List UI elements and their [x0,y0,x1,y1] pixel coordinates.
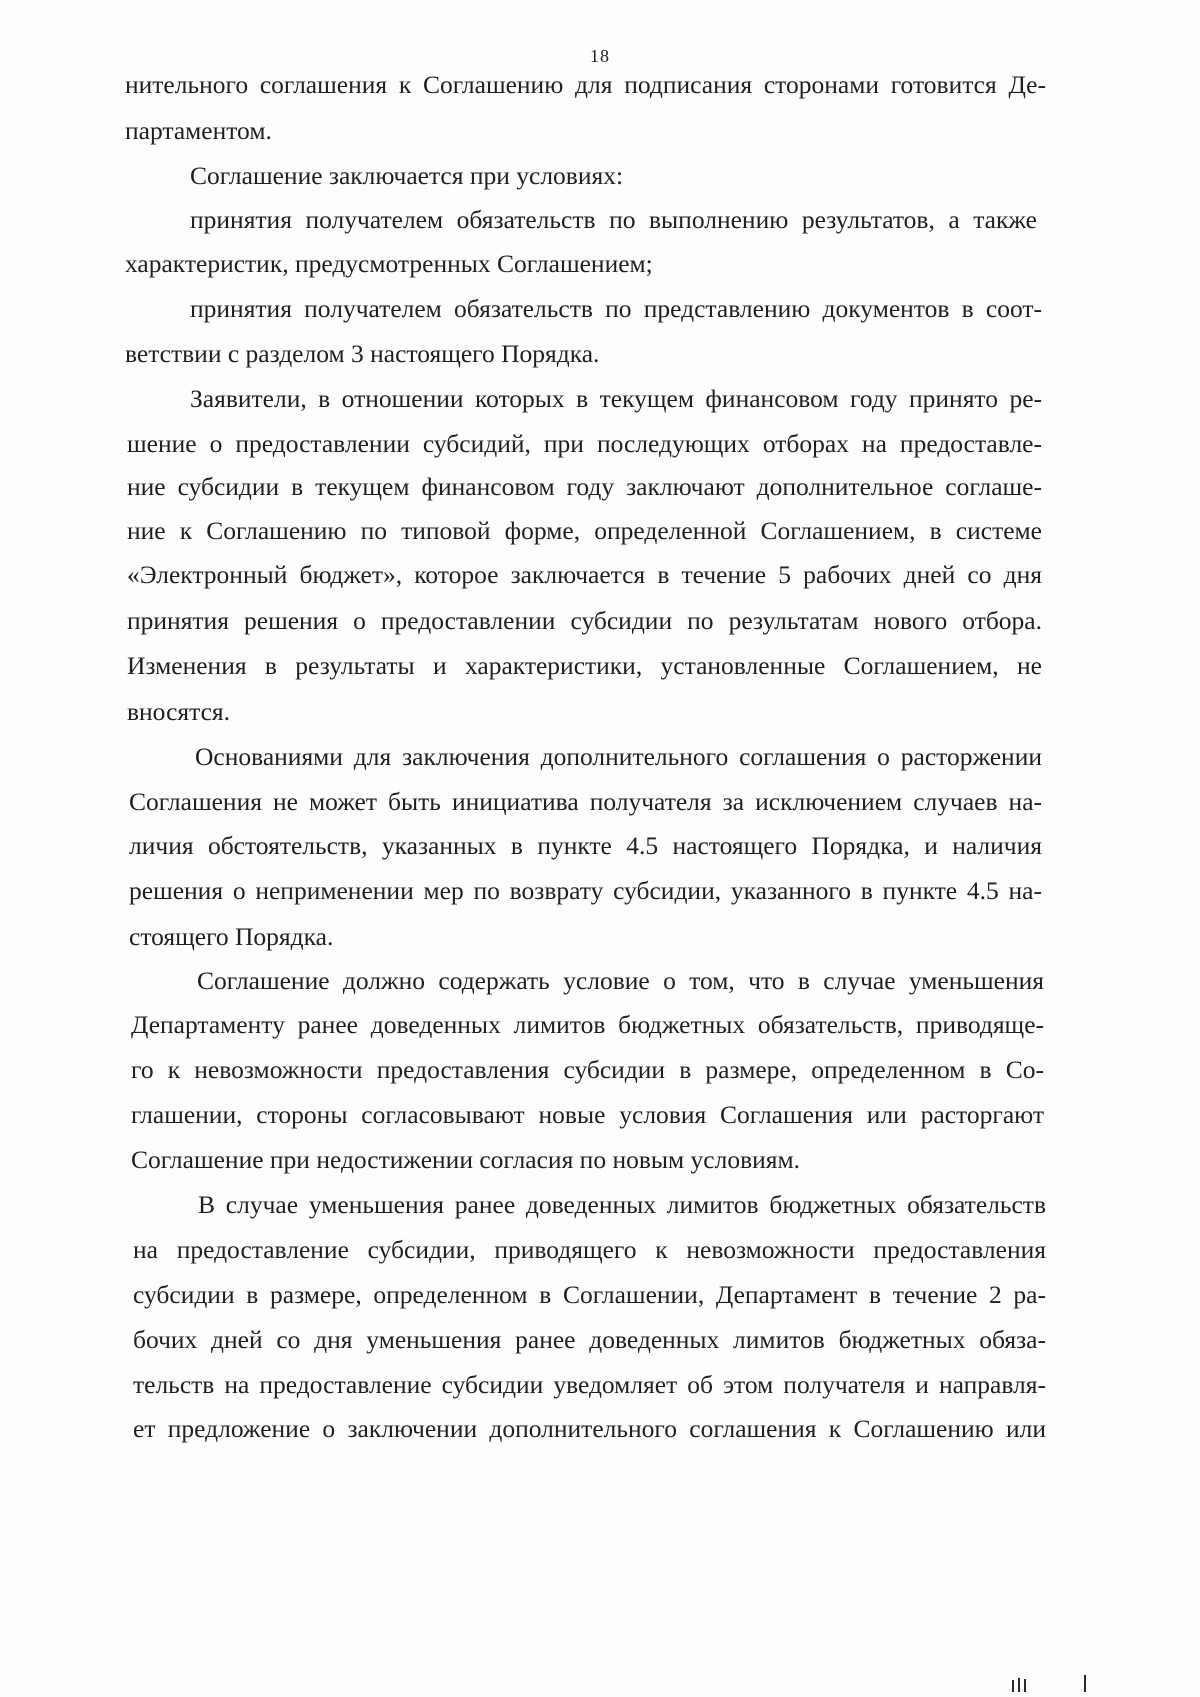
text-line: личия обстоятельств, указанных в пункте 4.5 настоящего Порядка, и наличия [129,831,1042,860]
text-line: В случае уменьшения ранее доведенных лимитов бюджетных обязательств [198,1190,1046,1219]
text-line: принятия решения о предоставлении субсидии по результатам нового отбора. [127,606,1042,635]
text-line: ветствии с разделом 3 настоящего Порядка. [125,339,600,368]
text-line: шение о предоставлении субсидий, при последующих отборах на предоставле- [127,429,1042,458]
text-line: Соглашение должно содержать условие о том, что в случае уменьшения [197,966,1044,995]
scan-mark [1012,1680,1014,1692]
text-line: «Электронный бюджет», которое заключается в течение 5 рабочих дней со дня [127,560,1042,589]
text-line: ние субсидии в текущем финансовом году заключают дополнительное соглаше- [127,472,1042,501]
text-line: на предоставление субсидии, приводящего к невозможности предоставления [133,1235,1046,1264]
text-line: Департаменту ранее доведенных лимитов бюджетных обязательств, приводяще- [131,1010,1044,1039]
text-line: глашении, стороны согласовывают новые условия Соглашения или расторгают [131,1100,1044,1129]
text-line: тельств на предоставление субсидии уведомляет об этом получателя и направля- [133,1370,1046,1399]
page-number: 18 [590,46,610,66]
text-line: субсидии в размере, определенном в Соглашении, Департамент в течение 2 ра- [133,1280,1046,1309]
text-line: Соглашение при недостижении согласия по новым условиям. [131,1145,801,1174]
scan-mark [1024,1679,1026,1692]
scan-mark [1084,1675,1086,1692]
text-line: го к невозможности предоставления субсидии в размере, определенном в Со- [131,1055,1044,1084]
text-line: принятия получателем обязательств по представлению документов в соот- [190,294,1042,323]
text-line: партаментом. [125,116,272,145]
text-line: ет предложение о заключении дополнительного соглашения к Соглашению или [133,1414,1046,1443]
text-line: стоящего Порядка. [129,922,334,951]
text-line: Соглашение заключается при условиях: [190,161,624,190]
text-line: ние к Соглашению по типовой форме, определенной Соглашением, в системе [127,516,1042,545]
text-line: характеристик, предусмотренных Соглашением; [125,249,653,278]
text-line: бочих дней со дня уменьшения ранее доведенных лимитов бюджетных обяза- [133,1325,1046,1354]
text-line: Изменения в результаты и характеристики, установленные Соглашением, не [127,651,1042,680]
text-line: Основаниями для заключения дополнительного соглашения о расторжении [195,742,1042,771]
text-line: Соглашения не может быть инициатива получателя за исключением случаев на- [129,787,1042,816]
text-line: принятия получателем обязательств по выполнению результатов, а также [190,205,1037,234]
text-line: решения о неприменении мер по возврату субсидии, указанного в пункте 4.5 на- [129,876,1042,905]
text-line: нительного соглашения к Соглашению для подписания сторонами готовится Де- [125,70,1046,99]
text-line: вносятся. [127,697,230,726]
scan-mark [1018,1678,1020,1692]
text-line: Заявители, в отношении которых в текущем финансовом году принято ре- [190,384,1042,413]
